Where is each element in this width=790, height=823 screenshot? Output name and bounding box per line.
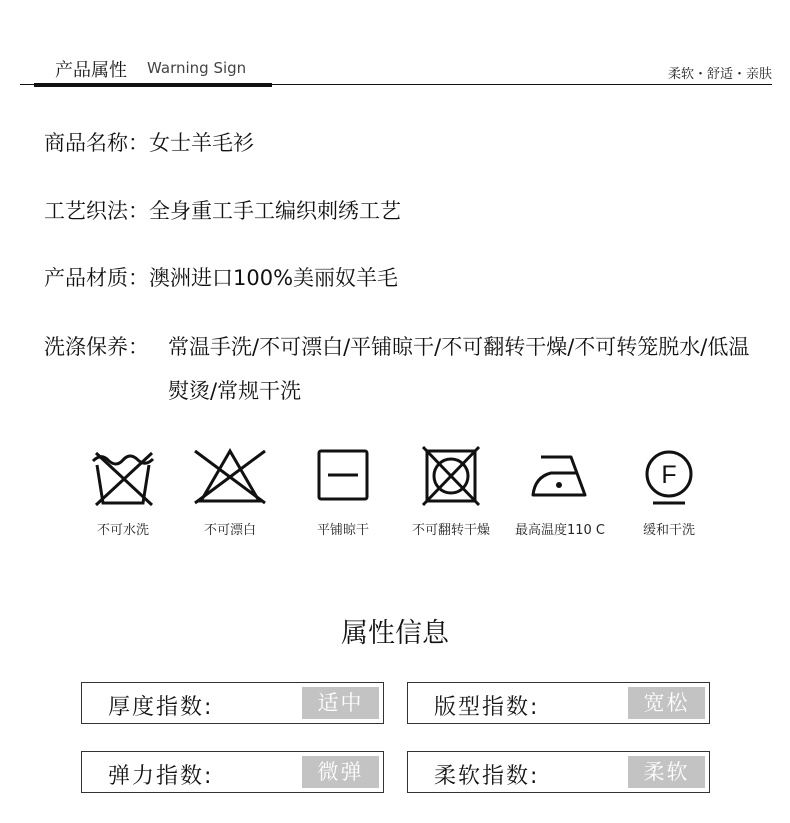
care-label: 不可水洗	[96, 523, 149, 538]
no-tumble-dry-icon	[421, 445, 481, 507]
care-item	[396, 445, 506, 538]
dry-clean-f-icon	[639, 445, 699, 507]
property-label: 产品材质：	[44, 266, 149, 290]
property-craft	[44, 196, 401, 226]
info-title: 属性信息	[341, 618, 449, 649]
info-item-thickness	[81, 682, 384, 724]
no-wash-icon	[90, 445, 156, 507]
info-label: 厚度指数:	[108, 695, 214, 720]
info-value: 适中	[302, 687, 379, 719]
no-bleach-icon	[191, 445, 269, 507]
info-value: 宽松	[628, 687, 705, 719]
property-label: 洗涤保养：	[44, 335, 149, 359]
care-icons	[0, 445, 790, 555]
info-label: 版型指数:	[434, 695, 540, 720]
care-label: 不可漂白	[203, 523, 256, 538]
property-value: 女士羊毛衫	[149, 131, 254, 155]
property-value: 澳洲进口100%美丽奴羊毛	[149, 266, 399, 290]
care-label: 缓和干洗	[642, 523, 695, 538]
info-item-fit	[407, 682, 710, 724]
care-label: 平铺晾干	[316, 523, 369, 538]
header	[0, 0, 790, 90]
care-label: 不可翻转干燥	[411, 523, 490, 538]
property-material	[44, 263, 398, 293]
info-item-elasticity	[81, 751, 384, 793]
info-label: 弹力指数:	[108, 764, 214, 789]
care-label: 最高温度110 C	[514, 523, 606, 538]
info-item-softness	[407, 751, 710, 793]
header-tagline: 柔软・舒适・亲肤	[667, 67, 772, 82]
info-value: 柔软	[628, 756, 705, 788]
header-subtitle: Warning Sign	[147, 59, 247, 77]
property-value: 全身重工手工编织刺绣工艺	[149, 199, 401, 223]
dry-clean-letter: F	[661, 461, 677, 489]
dry-flat-icon	[315, 445, 371, 507]
property-value: 常温手洗/不可漂白/平铺晾干/不可翻转干燥/不可转笼脱水/低温熨烫/常规干洗	[168, 335, 750, 403]
care-item	[614, 445, 724, 538]
care-item	[288, 445, 398, 538]
property-label: 工艺织法：	[44, 199, 149, 223]
care-item	[68, 445, 178, 538]
property-name	[44, 128, 254, 158]
info-label: 柔软指数:	[434, 764, 540, 789]
info-value: 微弹	[302, 756, 379, 788]
care-item	[505, 445, 615, 538]
iron-icon	[527, 445, 593, 507]
care-item	[175, 445, 285, 538]
header-underline	[34, 83, 272, 87]
header-title: 产品属性	[55, 60, 127, 81]
property-label: 商品名称：	[44, 131, 149, 155]
